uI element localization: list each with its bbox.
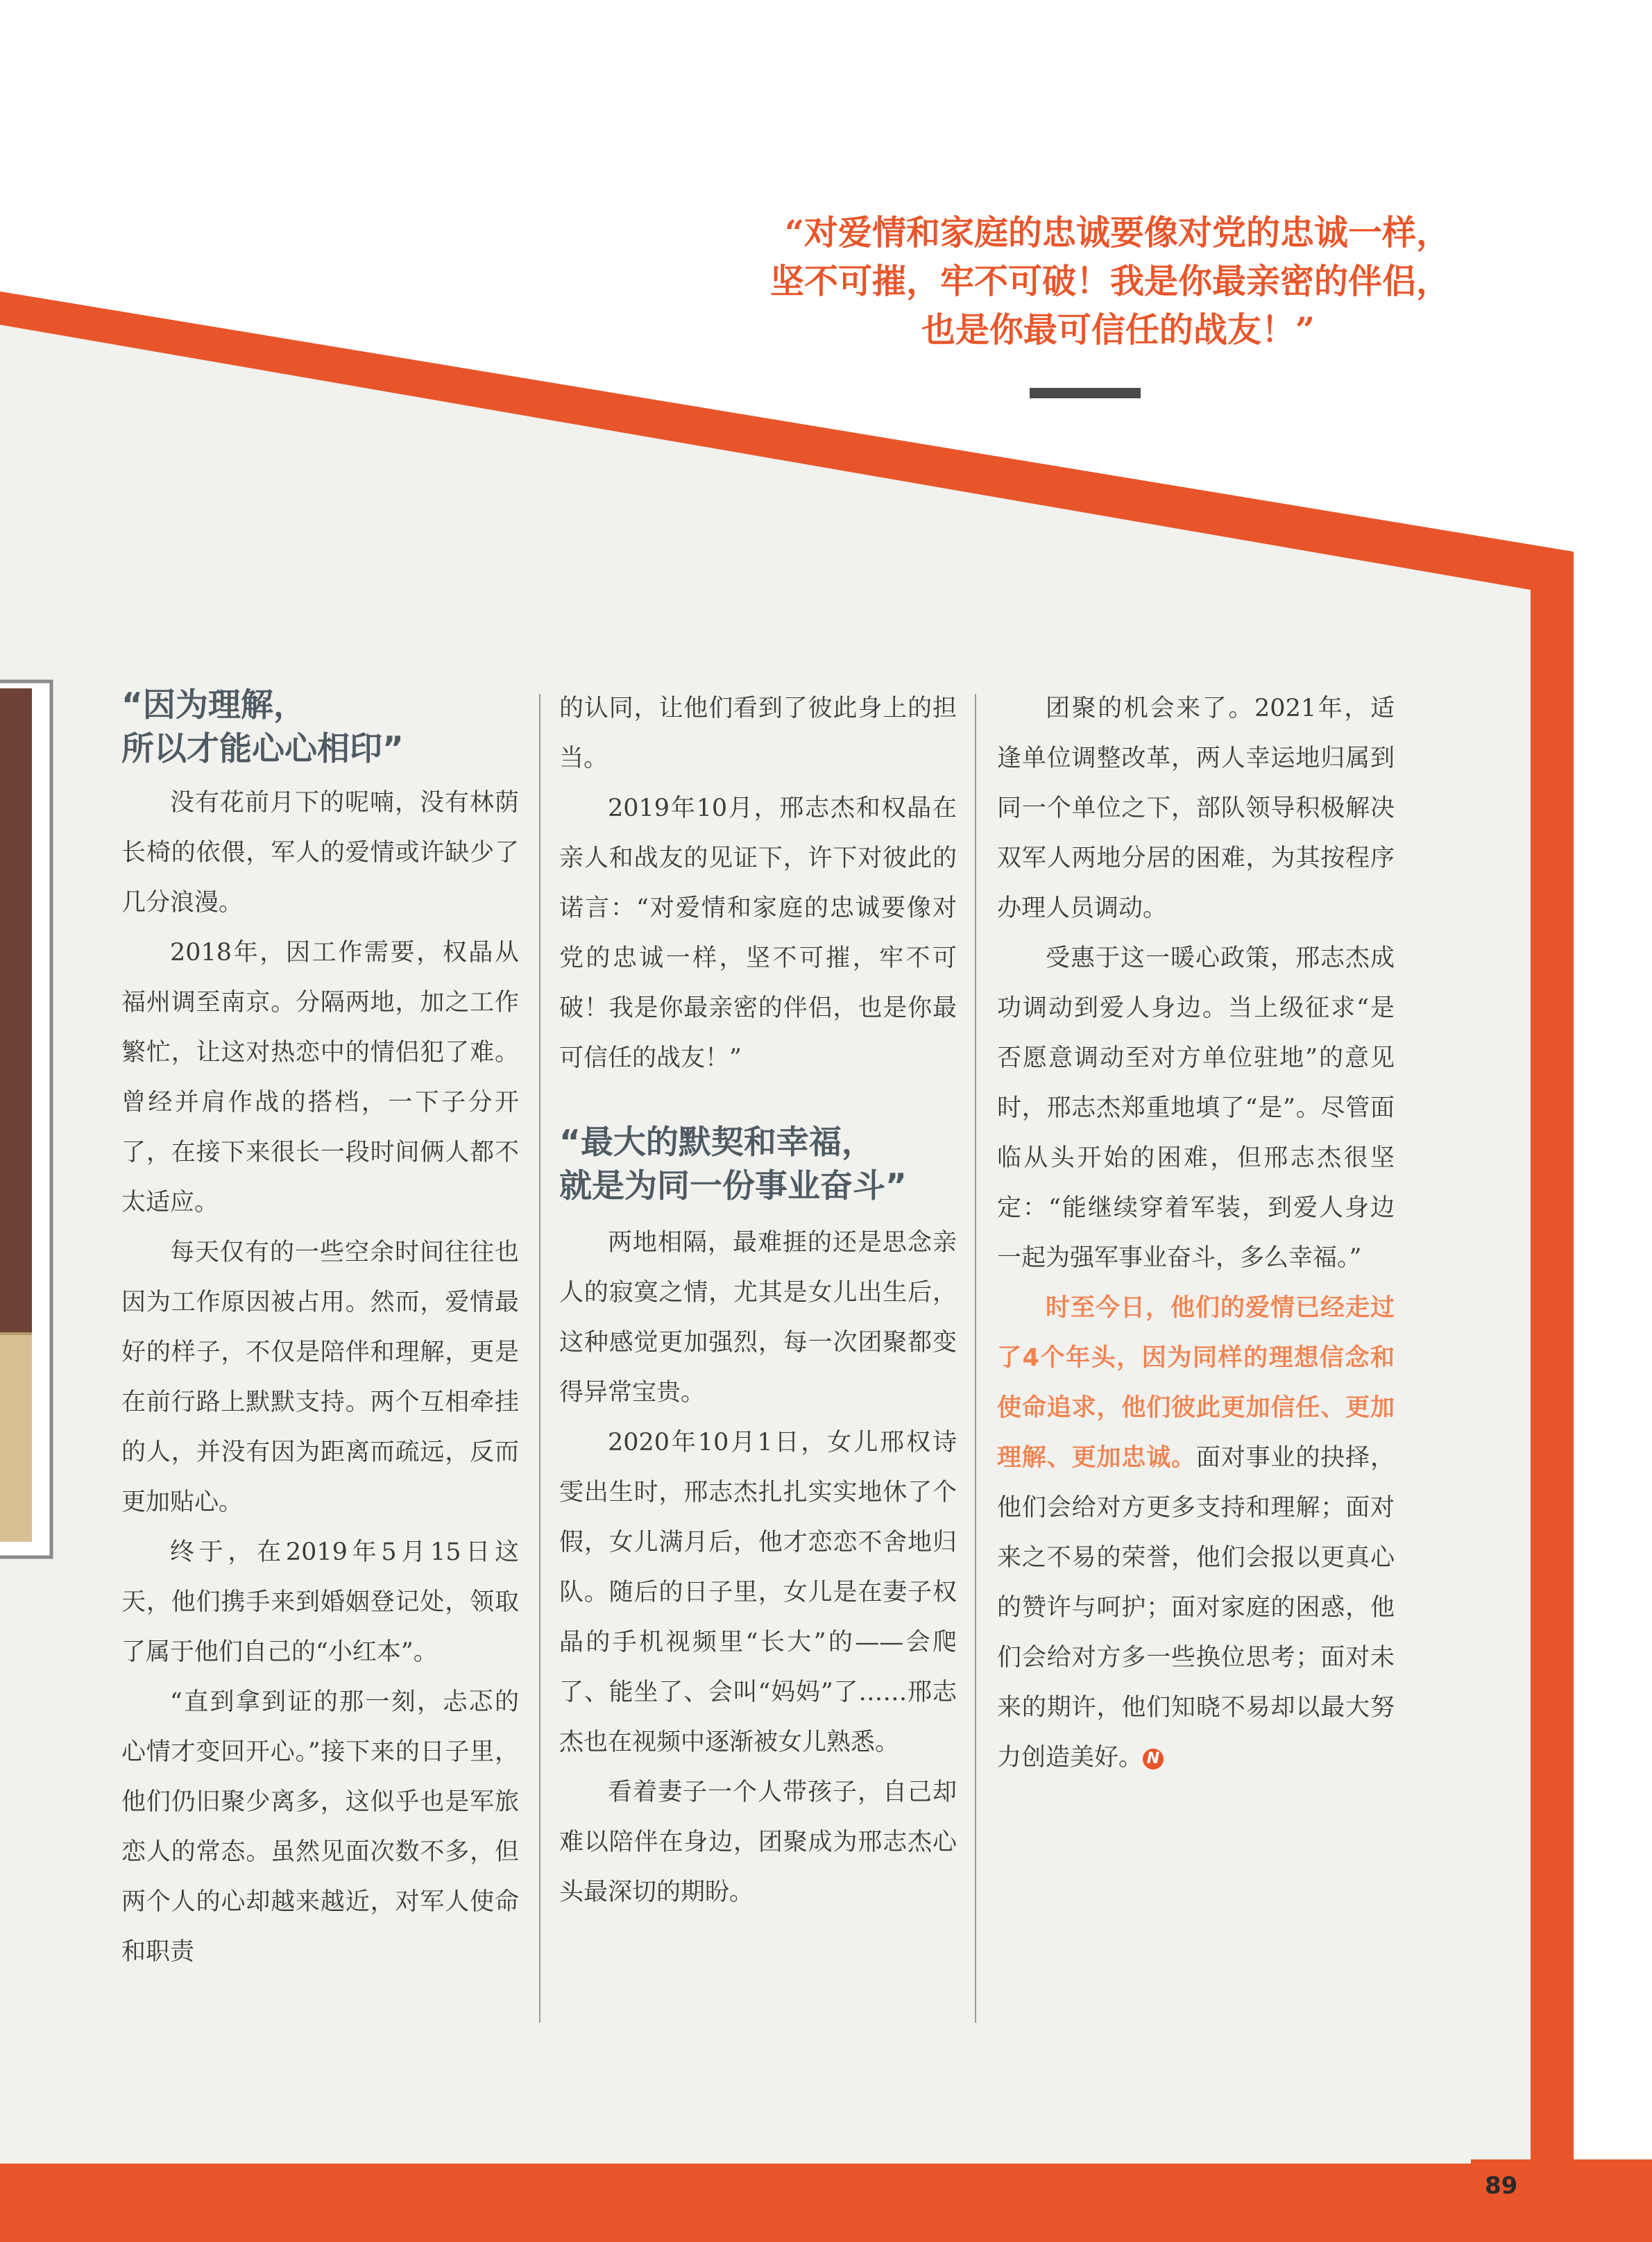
photo-wall xyxy=(0,688,32,1334)
paragraph: 终于，在2019年5月15日这天，他们携手来到婚姻登记处，领取了属于他们自己的“小红本”。 xyxy=(121,1538,519,1666)
paragraph: 没有花前月下的呢喃，没有林荫长椅的依偎，军人的爱情或许缺少了几分浪漫。 xyxy=(121,789,519,917)
article-column-3 xyxy=(997,683,1395,1783)
paragraph: 团聚的机会来了。2021年，适逢单位调整改革，两人幸运地归属到同一个单位之下，部队领导积极解决双军人两地分居的困难，为其按程序办理人员调动。 xyxy=(997,695,1395,922)
pull-quote-line-1: “对爱情和家庭的忠诚要像对党的忠诚一样， xyxy=(784,212,1450,253)
paragraph: “直到拿到证的那一刻，忐忑的心情才变回开心。”接下来的日子里，他们仍旧聚少离多，这似乎也是军旅恋人的常态。虽然见面次数不多，但两个人的心却越来越近，对军人使命和职责 xyxy=(121,1688,519,1966)
page-number: 89 xyxy=(1485,2172,1518,2200)
column-divider-1 xyxy=(539,694,540,2023)
column-divider-2 xyxy=(975,694,976,2023)
pull-quote-line-3: 也是你最可信任的战友！” xyxy=(921,309,1315,350)
photo-floor xyxy=(0,1334,32,1542)
section-heading-2-line-1: “最大的默契和幸福， xyxy=(559,1123,874,1162)
paragraph-text: 面对事业的抉择，他们会给对方更多支持和理解；面对来之不易的荣誉，他们会报以更真心的赞许与呵护；面对家庭的困惑，他们会给对方多一些换位思考；面对未来的期许，他们知晓不易却以最大努力创造美好。 xyxy=(997,1444,1395,1772)
paragraph: 看着妻子一个人带孩子，自己却难以陪伴在身边，团聚成为邢志杰心头最深切的期盼。 xyxy=(559,1778,957,1906)
section-heading-1-line-2: 所以才能心心相印” xyxy=(121,730,404,768)
pull-quote-rule xyxy=(1030,388,1141,398)
section-heading-2 xyxy=(559,1121,957,1208)
paragraph-final xyxy=(997,1283,1395,1783)
paragraph: 2019年10月，邢志杰和权晶在亲人和战友的见证下，许下对彼此的诺言：“对爱情和家庭的忠诚要像对党的忠诚一样，坚不可摧，牢不可破！我是你最亲密的伴侣，也是你最可信任的战友！” xyxy=(559,795,957,1072)
section-heading-2-line-2: 就是为同一份事业奋斗” xyxy=(559,1167,907,1205)
article-column-1 xyxy=(121,683,519,1977)
pull-quote xyxy=(624,208,1450,354)
paragraph: 受惠于这一暖心政策，邢志杰成功调动到爱人身边。当上级征求“是否愿意调动至对方单位驻地”的意见时，邢志杰郑重地填了“是”。尽管面临从头开始的困难，但邢志杰很坚定：“能继续穿着军装，到爱人身边一起为强军事业奋斗，多么幸福。” xyxy=(997,944,1395,1272)
paragraph-continued: 的认同，让他们看到了彼此身上的担当。 xyxy=(559,695,957,772)
section-heading-1-line-1: “因为理解， xyxy=(121,686,306,724)
paragraph: 两地相隔，最难捱的还是思念亲人的寂寞之情，尤其是女儿出生后，这种感觉更加强烈，每一次团聚都变得异常宝贵。 xyxy=(559,1229,957,1407)
end-mark-icon: N xyxy=(1143,1749,1164,1769)
section-heading-1 xyxy=(121,683,519,771)
article-column-2 xyxy=(559,683,957,1917)
paragraph: 每天仅有的一些空余时间往往也因为工作原因被占用。然而，爱情最好的样子，不仅是陪伴和理解，更是在前行路上默默支持。两个互相牵挂的人，并没有因为距离而疏远，反而更加贴心。 xyxy=(121,1239,519,1516)
paragraph: 2018年，因工作需要，权晶从福州调至南京。分隔两地，加之工作繁忙，让这对热恋中的情侣犯了难。曾经并肩作战的搭档，一下子分开了，在接下来很长一段时间俩人都不太适应。 xyxy=(121,939,519,1216)
highlighted-sentence: 时至今日，他们的爱情已经走过了4个年头，因为同样的理想信念和使命追求，他们彼此更加信任、更加理解、更加忠诚。 xyxy=(997,1294,1395,1472)
orange-bottom-band xyxy=(0,2164,1652,2242)
pull-quote-line-2: 坚不可摧，牢不可破！我是你最亲密的伴侣， xyxy=(769,261,1450,301)
paragraph: 2020年10月1日，女儿邢权诗雯出生时，邢志杰扎扎实实地休了个假，女儿满月后，他才恋恋不舍地归队。随后的日子里，女儿是在妻子权晶的手机视频里“长大”的——会爬了、能坐了、会叫“妈妈”了……邢志杰也在视频中逐渐被女儿熟悉。 xyxy=(559,1429,957,1756)
